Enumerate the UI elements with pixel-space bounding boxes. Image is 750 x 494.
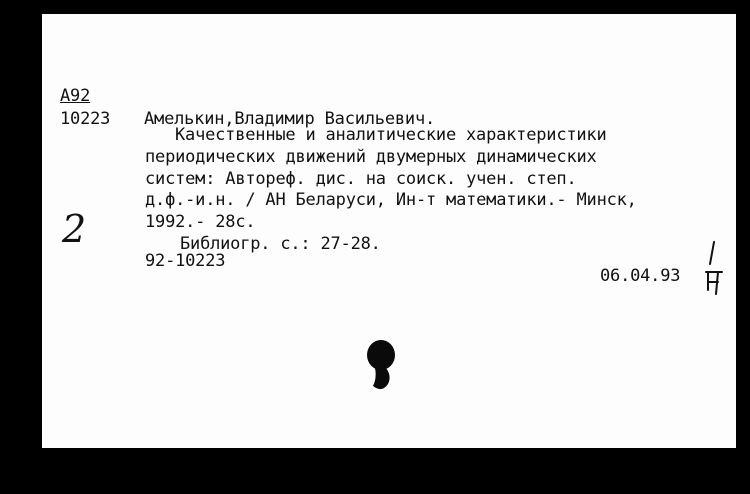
- handwritten-initials: [700, 238, 730, 302]
- title-line: Качественные и аналитические характеристики: [175, 125, 607, 145]
- shelf-mark: A92: [60, 86, 91, 106]
- handwritten-mark: 2: [62, 207, 87, 251]
- title-line: 1992.- 28с.: [145, 212, 256, 232]
- catalog-card: [42, 14, 736, 448]
- punch-hole: [364, 338, 398, 398]
- call-number: 10223: [60, 109, 111, 129]
- title-line: д.ф.-и.н. / АН Беларуси, Ин-т математики.- Минск,: [145, 190, 637, 210]
- title-line: систем: Автореф. дис. на соиск. учен. степ.: [145, 169, 577, 189]
- date: 06.04.93: [600, 266, 681, 286]
- author: Амелькин,Владимир Васильевич.: [144, 109, 436, 129]
- notes: Библиогр. с.: 27-28.: [180, 234, 381, 254]
- title-line: периодических движений двумерных динамических: [145, 147, 597, 167]
- inventory-number: 92-10223: [145, 251, 226, 271]
